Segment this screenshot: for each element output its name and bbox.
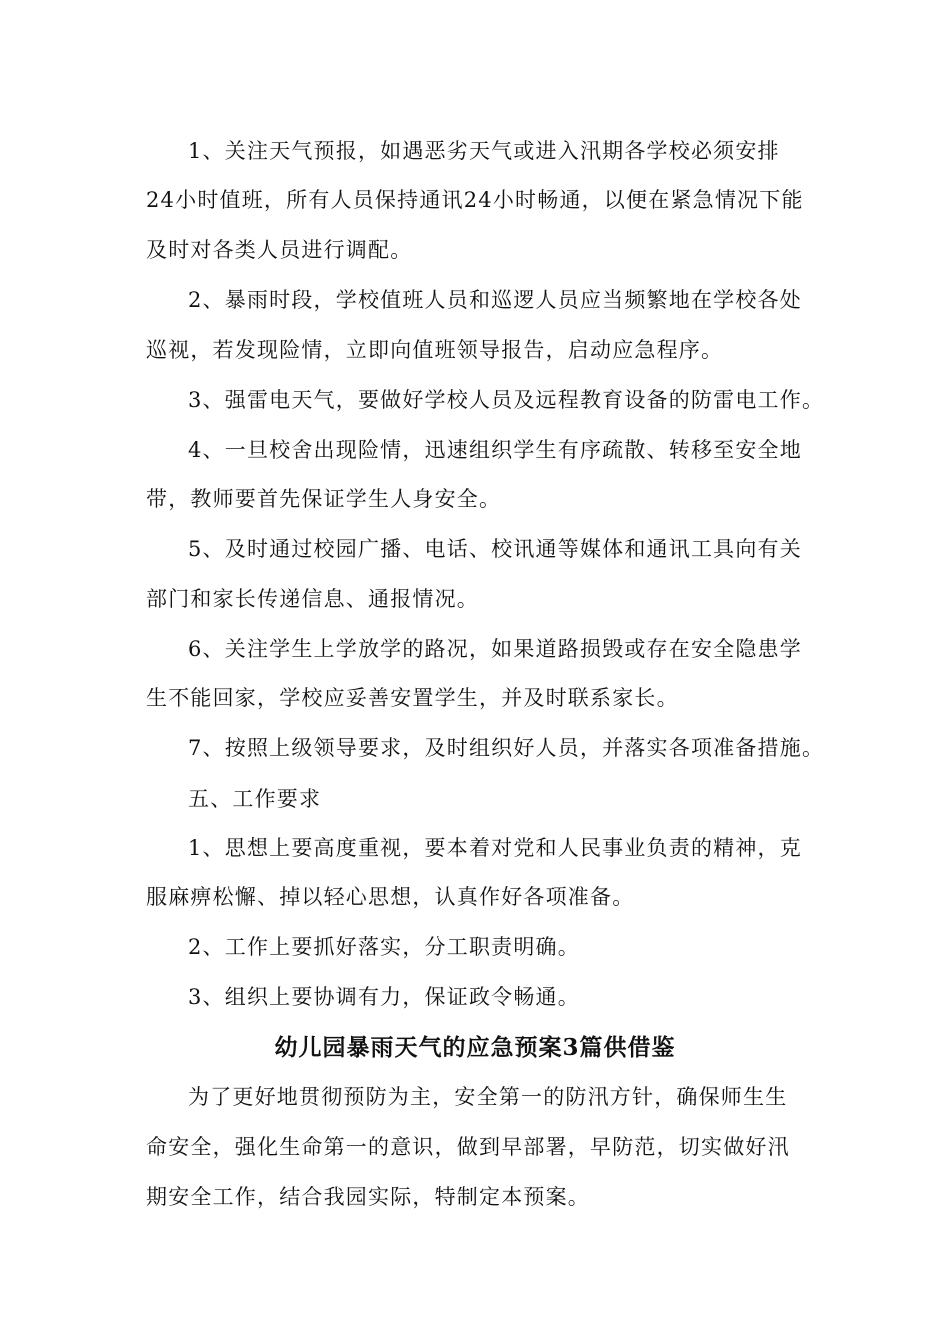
paragraph-line: 7、按照上级领导要求，及时组织好人员，并落实各项准备措施。 xyxy=(188,736,825,760)
paragraph-line: 3、强雷电天气，要做好学校人员及远程教育设备的防雷电工作。 xyxy=(188,388,825,412)
section-heading: 五、工作要求 xyxy=(188,787,322,811)
document-title: 幼儿园暴雨天气的应急预案3篇供借鉴 xyxy=(274,1034,676,1061)
paragraph-line: 6、关注学生上学放学的路况，如果道路损毁或存在安全隐患学 xyxy=(188,637,802,661)
paragraph-line: 命安全，强化生命第一的意识，做到早部署，早防范，切实做好汛 xyxy=(146,1135,790,1159)
paragraph-line: 期安全工作，结合我园实际，特制定本预案。 xyxy=(146,1185,590,1209)
paragraph-line: 1、思想上要高度重视，要本着对党和人民事业负责的精神，克 xyxy=(188,836,802,860)
paragraph-line: 为了更好地贯彻预防为主，安全第一的防汛方针，确保师生生 xyxy=(188,1085,788,1109)
paragraph-line: 部门和家长传递信息、通报情况。 xyxy=(146,587,479,611)
paragraph-line: 24小时值班，所有人员保持通讯24小时畅通，以便在紧急情况下能 xyxy=(146,188,804,212)
paragraph-line: 2、工作上要抓好落实，分工职责明确。 xyxy=(188,935,580,959)
paragraph-line: 3、组织上要协调有力，保证政令畅通。 xyxy=(188,985,580,1009)
paragraph-line: 2、暴雨时段，学校值班人员和巡逻人员应当频繁地在学校各处 xyxy=(188,288,802,312)
paragraph-line: 巡视，若发现险情，立即向值班领导报告，启动应急程序。 xyxy=(146,338,724,362)
paragraph-line: 服麻痹松懈、掉以轻心思想，认真作好各项准备。 xyxy=(146,885,635,909)
paragraph-line: 带，教师要首先保证学生人身安全。 xyxy=(146,487,502,511)
paragraph-line: 及时对各类人员进行调配。 xyxy=(146,238,413,262)
paragraph-line: 生不能回家，学校应妥善安置学生，并及时联系家长。 xyxy=(146,686,679,710)
paragraph-line: 4、一旦校舍出现险情，迅速组织学生有序疏散、转移至安全地 xyxy=(188,438,802,462)
paragraph-line: 1、关注天气预报，如遇恶劣天气或进入汛期各学校必须安排 xyxy=(188,139,780,163)
paragraph-line: 5、及时通过校园广播、电话、校讯通等媒体和通讯工具向有关 xyxy=(188,537,802,561)
